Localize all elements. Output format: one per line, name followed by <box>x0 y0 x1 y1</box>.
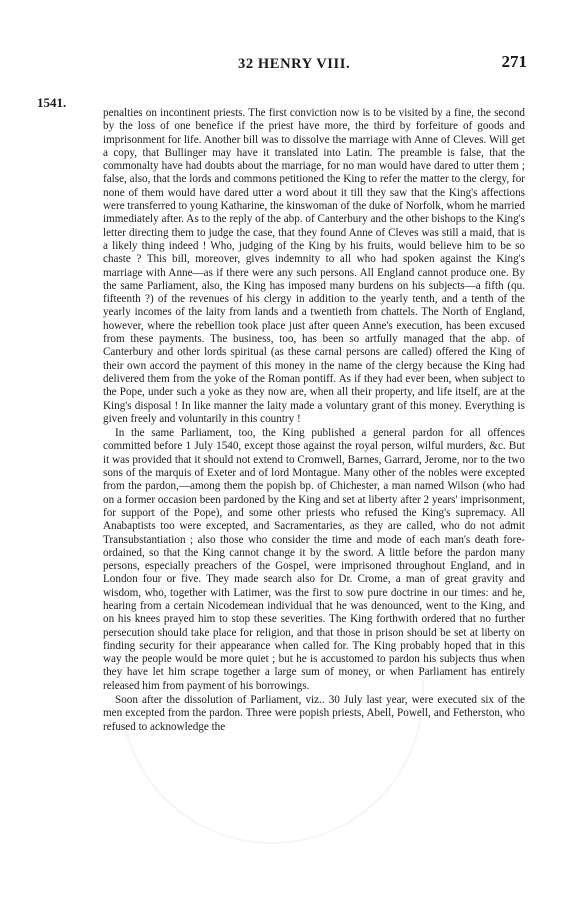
running-title: 32 HENRY VIII. <box>238 56 351 72</box>
body-text <box>103 107 525 734</box>
page-number: 271 <box>501 52 527 71</box>
paragraph-1: penalties on incontinent priests. The first conviction now is to be visited by a fine, the second by the loss of one benefice if the priest have more, the third by forfeiture of goods and imprisonment for life. Another bill was to dissolve the marriage with Anne of Cleves. Will get a copy, that Bullinger may have it translated into Latin. The preamble is false, that the commonalty have had doubts about the marriage, for no man would have dared to utter them ; false, also, that the lords and commons petitioned the King to refer the matter to the clergy, for none of them would have dared utter a word about it till they saw that the King's affections were transferred to young Katharine, the kinswoman of the duke of Norfolk, whom he married immediately after. As to the reply of the abp. of Canterbury and the other bishops to the King's letter directing them to judge the case, that they found Anne of Cleves was still a maid, that is a likely thing indeed ! Who, judging of the King by his fruits, would believe him to be so chaste ? This bill, moreover, gives indemnity to all who had spoken against the King's marriage with Anne—as if there were any such persons. All England cannot produce one. By the same Parliament, also, the King has imposed many burdens on his subjects—a fifth (qu. fifteenth ?) of the revenues of his clergy in addition to the yearly tenth, and a tenth of the yearly incomes of the laity from lands and a twentieth from chattels. The North of England, however, where the rebellion took place just after queen Anne's execution, has been excused from these payments. The business, too, has been so artfully managed that the abp. of Canterbury and other lords spiritual (as these carnal persons are called) offered the King of their own accord the payment of this money in the name of the clergy because the King had delivered them from the yoke of the Roman pontiff. As if they had ever been, when subject to the Pope, under such a yoke as they now are, when all their property, and life itself, are at the King's disposal ! In like manner the laity made a voluntary grant of this money. Everything is given freely and voluntarily in this country ! <box>103 107 525 425</box>
margin-year: 1541. <box>37 95 67 110</box>
paragraph-2: In the same Parliament, too, the King published a general pardon for all offences committed before 1 July 1540, except those against the royal person, wilful murders, &c. But it was provided that it should not extend to Cromwell, Barnes, Garrard, Jerome, nor to the two sons of the marquis of Exeter and of lord Montague. Many other of the nobles were excepted from the pardon,—among them the popish bp. of Chichester, a man named Wilson (who had on a former occasion been pardoned by the King and set at liberty after 2 years' imprisonment, for support of the Pope), and some other priests who refused the King's supremacy. All Anabaptists too were excepted, and Sacramentaries, as they are called, who do not admit Transubstantiation ; also those who consider the time and mode of each man's death fore-ordained, so that the King cannot change it by the sword. A little before the pardon many persons, especially preachers of the Gospel, were imprisoned throughout England, and in London four or five. They made search also for Dr. Crome, a man of great gravity and wisdom, who, together with Latimer, was the first to sow pure doctrine in our times: and he, hearing from a certain Nicodemean individual that he was denounced, went to the King, and on his knees prayed him to stop these severities. The King forthwith ordered that no further persecution should take place for religion, and that those in prison should be set at liberty on finding security for their appearance when called for. The King probably hoped that in this way the people would be more quiet ; but he is accustomed to pardon his subjects thus when they have let him scrape together a large sum of money, or when Parliament has entirely released him from payment of his borrowings. <box>103 427 525 692</box>
paragraph-3: Soon after the dissolution of Parliament, viz.. 30 July last year, were executed six of the men excepted from the pardon. Three were popish priests, Abell, Powell, and Fetherston, who refused to acknowledge the <box>103 694 525 733</box>
